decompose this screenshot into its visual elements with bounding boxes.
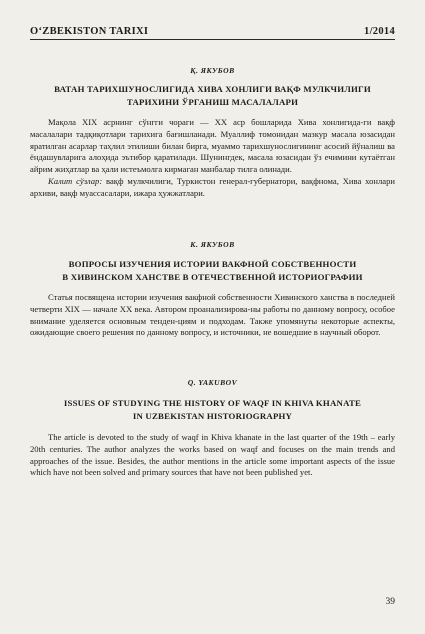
title-uzbek-line1: ВАТАН ТАРИХШУНОСЛИГИДА ХИВА ХОНЛИГИ ВАҚФ МУЛКЧИЛИГИ: [54, 84, 371, 94]
abstract-text-english: The article is devoted to the study of waqf in Khiva khanate in the last quarter of the 19th – early 20th centuries. The author analyzes the works based on waqf and focuses on the main trends and approaches of the issue. Besides, the author mentions in the article some important aspects of the issue which have not been solved and primary sources that have not been published yet.: [30, 432, 395, 478]
title-uzbek: [30, 83, 395, 108]
abstract-english: [30, 378, 395, 479]
abstract-text-uzbek: Мақола XIX асрнинг сўнгги чораги — XX аср бошларида Хива хонлигида-ги вақф масалалари тадқиқотлари тарихига бағишланади. Муаллиф томонидан мазкур масала юзасидан яратилган асарлар таҳлил этилиши билан бирга, муаммо тарихшунослигининг асосий йўналиш ва ёндашувларига алоҳида эътибор қаратилади. Шунингдек, масала юзасидан ўз ечимини кутаётган айрим жиҳатлар ва ҳали истеъмолга кирмаган манбалар тилга олинади.: [30, 117, 395, 175]
author-english: Q. YAKUBOV: [187, 378, 238, 387]
keywords-label: Калит сўзлар:: [48, 175, 103, 186]
title-english-line2: IN UZBEKISTAN HISTORIOGRAPHY: [132, 410, 293, 421]
title-english: [30, 397, 395, 422]
journal-name: O‘ZBEKISTON TARIXI: [30, 26, 149, 37]
issue-number: 1/2014: [364, 26, 395, 37]
abstract-text-russian: Статья посвящена истории изучения вакфной собственности Хивинского ханства в последней четверти XIX — начале XX века. Автором проанализирова-ны работы по данному вопросу, особое внимание уделяется основным тенден-циям и подходам. Также упомянуты некоторые аспекты, ожидающие своего решения по данному вопросу, и источники, не вошедшие в научный оборот.: [30, 292, 395, 338]
page-number: 39: [385, 597, 395, 607]
title-uzbek-line2: ТАРИХИНИ ЎРГАНИШ МАСАЛАЛАРИ: [126, 96, 299, 107]
title-russian: [30, 258, 395, 283]
title-russian-line2: В ХИВИНСКОМ ХАНСТВЕ В ОТЕЧЕСТВЕННОЙ ИСТОРИОГРАФИИ: [62, 271, 363, 282]
abstract-uzbek: [30, 66, 395, 200]
author-russian: К. ЯКУБОВ: [190, 240, 235, 249]
keywords-text: вақф мулкчилиги, Туркистон генерал-губернатори, вақфнома, Хива хонлари архиви, вақф муассасалари, ижара ҳужжатлари.: [30, 175, 395, 198]
running-header: [30, 20, 395, 40]
title-russian-line1: ВОПРОСЫ ИЗУЧЕНИЯ ИСТОРИИ ВАКФНОЙ СОБСТВЕННОСТИ: [68, 259, 357, 269]
author-uzbek: Қ. ЯКУБОВ: [190, 66, 235, 75]
title-english-line1: ISSUES OF STUDYING THE HISTORY OF WAQF IN KHIVA KHANATE: [63, 398, 362, 408]
keywords-uzbek: [30, 176, 395, 200]
abstract-russian: [30, 240, 395, 339]
